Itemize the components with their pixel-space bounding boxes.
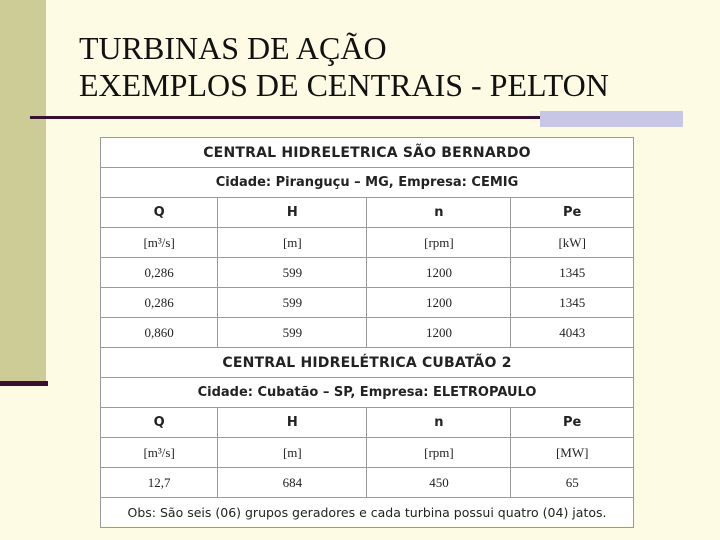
cell-n: 1200 — [367, 318, 511, 348]
plant2-note-row — [101, 498, 634, 528]
column-header-h: H — [218, 408, 367, 438]
cell-q: 0,286 — [101, 258, 218, 288]
plant1-location: Cidade: Piranguçu – MG, Empresa: CEMIG — [101, 168, 634, 198]
unit-h: [m] — [218, 228, 367, 258]
cell-h: 599 — [218, 318, 367, 348]
unit-pe: [kW] — [511, 228, 634, 258]
slide-title — [79, 30, 609, 104]
table-row — [101, 468, 634, 498]
left-decorative-bar — [0, 0, 46, 383]
plant2-location-row — [101, 378, 634, 408]
cell-h: 599 — [218, 288, 367, 318]
plant2-name-row — [101, 348, 634, 378]
plant2-name: CENTRAL HIDRELÉTRICA CUBATÃO 2 — [101, 348, 634, 378]
slide-title-line1: TURBINAS DE AÇÃO — [79, 30, 387, 66]
cell-h: 684 — [218, 468, 367, 498]
pelton-plants-table — [100, 137, 634, 526]
plant1-header-row — [101, 198, 634, 228]
unit-n: [rpm] — [367, 228, 511, 258]
plant1-name: CENTRAL HIDRELETRICA SÃO BERNARDO — [101, 138, 634, 168]
unit-q: [m³/s] — [101, 438, 218, 468]
column-header-pe: Pe — [511, 198, 634, 228]
plant2-note: Obs: São seis (06) grupos geradores e cada turbina possui quatro (04) jatos. — [101, 498, 634, 528]
cell-pe: 1345 — [511, 258, 634, 288]
table-row — [101, 258, 634, 288]
table-row — [101, 288, 634, 318]
plant2-units-row — [101, 438, 634, 468]
plant2-location: Cidade: Cubatão – SP, Empresa: ELETROPAULO — [101, 378, 634, 408]
cell-q: 0,860 — [101, 318, 218, 348]
cell-n: 1200 — [367, 288, 511, 318]
cell-q: 12,7 — [101, 468, 218, 498]
cell-n: 450 — [367, 468, 511, 498]
column-header-h: H — [218, 198, 367, 228]
column-header-pe: Pe — [511, 408, 634, 438]
unit-n: [rpm] — [367, 438, 511, 468]
column-header-n: n — [367, 408, 511, 438]
cell-h: 599 — [218, 258, 367, 288]
slide-title-line2: EXEMPLOS DE CENTRAIS - PELTON — [79, 67, 609, 103]
left-bar-underline — [0, 381, 48, 386]
unit-pe: [MW] — [511, 438, 634, 468]
column-header-q: Q — [101, 198, 218, 228]
plant1-name-row — [101, 138, 634, 168]
cell-q: 0,286 — [101, 288, 218, 318]
title-rule — [30, 116, 540, 119]
plant2-header-row — [101, 408, 634, 438]
unit-q: [m³/s] — [101, 228, 218, 258]
table-row — [101, 318, 634, 348]
cell-n: 1200 — [367, 258, 511, 288]
cell-pe: 1345 — [511, 288, 634, 318]
plant1-units-row — [101, 228, 634, 258]
column-header-n: n — [367, 198, 511, 228]
unit-h: [m] — [218, 438, 367, 468]
plant1-location-row — [101, 168, 634, 198]
title-accent-block — [540, 111, 683, 127]
cell-pe: 65 — [511, 468, 634, 498]
cell-pe: 4043 — [511, 318, 634, 348]
column-header-q: Q — [101, 408, 218, 438]
